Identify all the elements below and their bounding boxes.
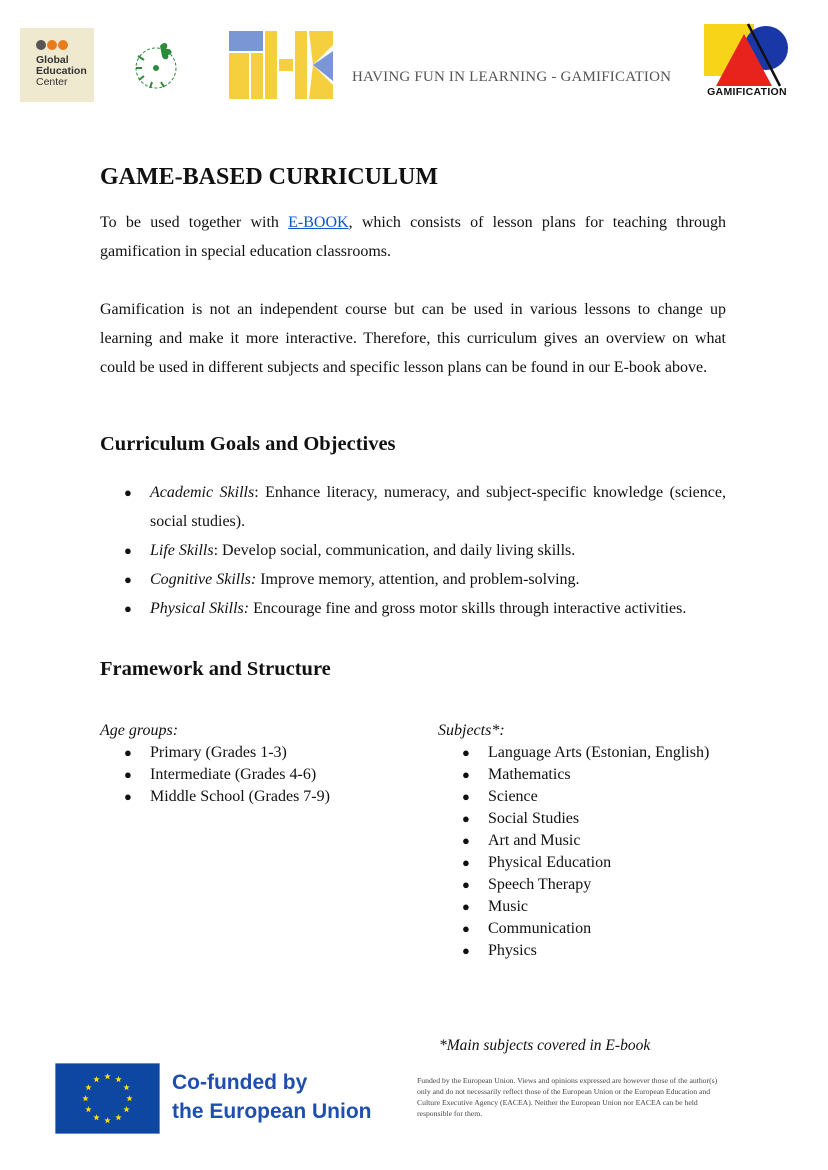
goals-heading: Curriculum Goals and Objectives bbox=[100, 433, 396, 455]
list-item: ● Art and Music bbox=[438, 830, 709, 852]
list-item: ● Academic Skills: Enhance literacy, numeracy, and subject-specific knowledge (science, social studies). bbox=[100, 478, 726, 536]
list-item: ● Middle School (Grades 7-9) bbox=[100, 786, 330, 808]
list-item: ● Mathematics bbox=[438, 764, 709, 786]
list-item: ● Music bbox=[438, 896, 709, 918]
vozgasjanto-logo-icon bbox=[130, 40, 186, 92]
gamification-logo-label: GAMIFICATION bbox=[707, 86, 787, 98]
list-item: ● Primary (Grades 1-3) bbox=[100, 742, 330, 764]
cofunded-label: Co-funded by the European Union bbox=[172, 1071, 372, 1123]
age-groups-heading: Age groups: bbox=[100, 722, 179, 739]
list-item: ● Science bbox=[438, 786, 709, 808]
list-item: ● Life Skills: Develop social, communication, and daily living skills. bbox=[100, 536, 726, 565]
eu-flag-icon bbox=[55, 1063, 160, 1134]
page-title: GAME-BASED CURRICULUM bbox=[100, 164, 439, 190]
list-item: ● Cognitive Skills: Improve memory, attention, and problem-solving. bbox=[100, 565, 726, 594]
gec-logo-text: Global Education Center bbox=[36, 54, 87, 88]
age-groups-list bbox=[100, 742, 330, 808]
overview-paragraph: Gamification is not an independent course but can be used in various lessons to change up learning and make it more interactive. Therefore, this curriculum gives an overview on what could be used in different subjects and specific lesson plans can be found in our E-book above. bbox=[100, 301, 726, 376]
subjects-list bbox=[438, 742, 709, 962]
global-education-center-logo bbox=[20, 28, 94, 102]
header-title: HAVING FUN IN LEARNING - GAMIFICATION bbox=[352, 69, 672, 85]
thk-logo-icon bbox=[229, 31, 333, 99]
funding-disclaimer: Funded by the European Union. Views and opinions expressed are however those of the author(s) only and do not necessarily reflect those of the European Union or the European Education and Culture Executive Agency (EACEA). Neither the European Union nor EACEA can be held responsible for them. bbox=[417, 1076, 718, 1118]
list-item: ● Social Studies bbox=[438, 808, 709, 830]
list-item: ● Physical Skills: Encourage fine and gross motor skills through interactive activities. bbox=[100, 594, 726, 623]
list-item: ● Speech Therapy bbox=[438, 874, 709, 896]
goals-list bbox=[100, 478, 726, 623]
document-body bbox=[100, 160, 726, 980]
list-item: ● Physics bbox=[438, 940, 709, 962]
list-item: ● Physical Education bbox=[438, 852, 709, 874]
list-item: ● Intermediate (Grades 4-6) bbox=[100, 764, 330, 786]
subjects-column bbox=[438, 720, 709, 962]
framework-columns bbox=[100, 720, 726, 980]
framework-heading: Framework and Structure bbox=[100, 658, 331, 680]
ebook-link[interactable]: E-BOOK bbox=[288, 214, 349, 231]
intro-paragraph: To be used together with E-BOOK, which consists of lesson plans for teaching through gamification in special education classrooms. bbox=[100, 214, 727, 260]
subjects-heading: Subjects*: bbox=[438, 722, 505, 739]
age-groups-column bbox=[100, 720, 330, 808]
subjects-footnote: *Main subjects covered in E-book bbox=[439, 1037, 651, 1054]
list-item: ● Communication bbox=[438, 918, 709, 940]
list-item: ● Language Arts (Estonian, English) bbox=[438, 742, 709, 764]
